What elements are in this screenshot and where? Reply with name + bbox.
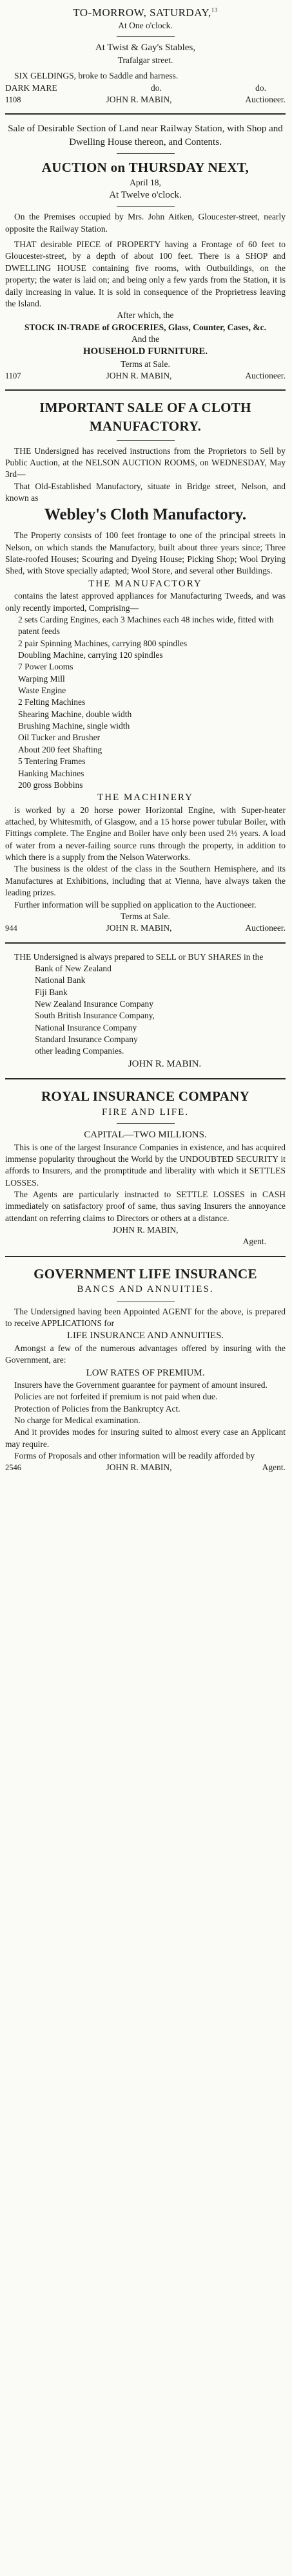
ad-title: GOVERNMENT LIFE INSURANCE xyxy=(34,1265,257,1282)
ad-section-title: THE MACHINERY xyxy=(97,792,193,803)
divider xyxy=(5,1078,286,1079)
list-item: Brushing Machine, single width xyxy=(18,721,130,731)
ad-signature: JOHN R. MABIN, xyxy=(106,1462,172,1473)
list-item: Oil Tucker and Brusher xyxy=(18,733,101,743)
list-item: South British Insurance Company, xyxy=(35,1011,155,1021)
ad-subtitle: FIRE AND LIFE. xyxy=(101,1106,190,1117)
list-item: Bank of New Zealand xyxy=(35,963,112,973)
list-item: Policies are not forfeited if premium is not paid when due. xyxy=(14,1392,218,1402)
list-item: 2 sets Carding Engines, each 3 Machines each 48 inches wide, fitted with patent feeds xyxy=(18,614,274,637)
divider xyxy=(5,1256,286,1257)
list-item: Fiji Bank xyxy=(35,987,68,997)
machinery-list xyxy=(5,614,286,791)
ad-cloth-manufactory xyxy=(5,398,286,934)
ad-amongst: Amongst a few of the numerous advantages offered by insuring with the Government, are: xyxy=(5,1343,286,1365)
divider xyxy=(117,440,175,441)
ad-further: Further information will be supplied on application to the Auctioneer. xyxy=(14,899,257,910)
ad-role: Agent. xyxy=(242,1237,266,1247)
ad-role: Auctioneer. xyxy=(245,371,286,381)
list-item: Waste Engine xyxy=(18,686,66,696)
ad-signature: JOHN R. MABIN, xyxy=(106,371,172,381)
list-item: 200 gross Bobbins xyxy=(18,779,83,790)
ad-machinery-intro: contains the latest approved appliances for Manufacturing Tweeds, and was only recently imported, Comprising— xyxy=(5,591,286,613)
ad-number: 1108 xyxy=(5,95,21,104)
ad-time: At Twelve o'clock. xyxy=(109,189,182,200)
list-item: Standard Insurance Company xyxy=(35,1034,138,1045)
list-item: National Bank xyxy=(35,975,86,985)
ad-intro-2: That Old-Established Manufactory, situate in Bridge street, Nelson, and known as xyxy=(5,481,286,503)
ad-royal-insurance xyxy=(5,1087,286,1248)
ad-signature-row xyxy=(5,922,286,934)
ad-lot: SIX GELDINGS, broke to Saddle and harness. xyxy=(14,71,179,81)
ad-tomorrow-sale xyxy=(5,5,286,106)
list-item: 5 Tentering Frames xyxy=(18,756,86,767)
ad-applications: LIFE INSURANCE AND ANNUITIES. xyxy=(66,1330,224,1341)
ad-signature-row xyxy=(5,370,286,382)
ad-number: 2546 xyxy=(5,1463,21,1473)
list-item: 2 pair Spinning Machines, carrying 800 spindles xyxy=(18,638,188,648)
divider xyxy=(117,1123,175,1124)
ad-capital: CAPITAL—TWO MILLIONS. xyxy=(84,1130,207,1141)
ad-role: Auctioneer. xyxy=(245,94,286,104)
list-item: Warping Mill xyxy=(18,673,65,684)
advantages-list xyxy=(5,1379,286,1450)
ad-body: THAT desirable PIECE of PROPERTY having a Frontage of 60 feet to Gloucester-street, by a depth of about 100 feet. There is a SHOP and DWELLING HOUSE containing five rooms, with Outbuildings, on the property; the water is laid on; and being only a few yards from the Station, it is daily increasing in value. It is sold in consequence of the Proprietress leaving the Island. xyxy=(5,239,286,308)
ad-signature: JOHN R. MABIN, xyxy=(112,1225,179,1235)
ad-venue-street: Trafalgar street. xyxy=(117,55,173,65)
ad-intro: THE Undersigned has received instructions from the Proprietors to Sell by Public Auction, at the NELSON AUCTION ROOMS, on WEDNESDAY, May 3rd— xyxy=(5,445,286,480)
ad-title: IMPORTANT SALE OF A CLOTH MANUFACTORY. xyxy=(39,400,251,434)
ad-rates: LOW RATES OF PREMIUM. xyxy=(86,1367,205,1378)
ad-signature: JOHN R. MABIN. xyxy=(128,1058,202,1069)
divider xyxy=(5,113,286,115)
list-item: Hanking Machines xyxy=(18,768,84,778)
list-item: About 200 feet Shafting xyxy=(18,744,102,754)
ad-role: Auctioneer. xyxy=(245,923,286,933)
ad-and-the: And the xyxy=(131,333,160,344)
list-item: Doubling Machine, carrying 120 spindles xyxy=(18,649,163,660)
list-item: other leading Companies. xyxy=(35,1046,124,1056)
ad-terms: Terms at Sale. xyxy=(121,359,170,369)
ad-furniture: HOUSEHOLD FURNITURE. xyxy=(83,346,208,357)
list-item: Protection of Policies from the Bankruptcy Act. xyxy=(14,1403,180,1414)
list-item: New Zealand Insurance Company xyxy=(35,999,154,1009)
list-item: And it provides modes for insuring suited to almost every case an Applicant may require. xyxy=(5,1427,286,1449)
ad-date: April 18, xyxy=(130,177,161,187)
ad-lot-2: DARK MARE do. do. xyxy=(5,82,266,93)
list-item: 2 Felting Machines xyxy=(18,697,86,707)
ad-role: Agent. xyxy=(262,1462,286,1473)
ad-shares xyxy=(5,951,286,1071)
ad-signature-row xyxy=(5,1462,286,1473)
ad-after: After which, the xyxy=(117,310,174,321)
ad-property: The Property consists of 100 feet frontage to one of the principal streets in Nelson, on which stands the Manufactory, built about three years since; Three Slate-roofed Houses; Scouring and Dyeing House; Picking Shop; Wool Drying Shed, with Stove specially adapted; Wool Store, and several other Buildings. xyxy=(5,530,286,576)
ad-title: Sale of Desirable Section of Land near Railway Station, with Shop and Dwelling House thereon, and Contents. xyxy=(8,124,283,147)
ad-number: 944 xyxy=(5,924,17,933)
ad-subtitle: BANCS AND ANNUITIES. xyxy=(77,1284,214,1295)
divider xyxy=(5,942,286,944)
ad-stock: STOCK IN-TRADE of GROCERIES, Glass, Counter, Cases, &c. xyxy=(24,322,267,332)
ad-forms: Forms of Proposals and other information will be readily afforded by xyxy=(14,1451,255,1461)
ad-title: ROYAL INSURANCE COMPANY xyxy=(41,1088,250,1105)
ad-time: At One o'clock. xyxy=(118,21,173,31)
list-item: National Insurance Company xyxy=(35,1022,137,1032)
ad-land-sale xyxy=(5,122,286,382)
list-item: Shearing Machine, double width xyxy=(18,709,132,719)
ad-signature-row xyxy=(5,94,286,106)
ad-body-2: The Agents are particularly instructed to SETTLE LOSSES in CASH immediately on satisfactory proof of same, thus saving Insurers the annoyance attendant on referring claims to Directors or others at a distance. xyxy=(5,1190,286,1223)
ad-business: The business is the oldest of the class in the Southern Hemisphere, and its Manufactures at Exhibitions, including that at Vienna, have always taken the leading prizes. xyxy=(5,864,286,898)
ad-heading: TO-MORROW, SATURDAY,$^{13}$ xyxy=(73,6,218,19)
ad-heading: AUCTION on THURSDAY NEXT, xyxy=(41,160,249,176)
ad-number: 1107 xyxy=(5,371,21,381)
divider xyxy=(117,206,175,207)
divider xyxy=(117,1301,175,1302)
list-item: No charge for Medical examination. xyxy=(14,1415,141,1426)
ad-signature: JOHN R. MABIN, xyxy=(106,923,172,933)
divider xyxy=(117,153,175,154)
ad-venue: At Twist & Gay's Stables, xyxy=(95,42,196,53)
ad-premises: On the Premises occupied by Mrs. John Aitken, Gloucester-street, nearly opposite the Railway Station. xyxy=(5,212,286,234)
list-item: 7 Power Looms xyxy=(18,662,73,672)
ad-engine: is worked by a 20 horse power Horizontal Engine, with Super-heater attached, by Whitesmith, of Glasgow, and a 15 horse power tubular Boiler, with Fittings complete. The Engine and Boiler have only been used 2½ years. A load of water from a never-failing source runs through the property, in addition to which there is a supply from the Nelson Waterworks. xyxy=(5,805,286,863)
ad-intro: THE Undersigned is always prepared to SELL or BUY SHARES in the xyxy=(14,951,264,962)
list-item: Insurers have the Government guarantee for payment of amount insured. xyxy=(14,1379,268,1390)
divider xyxy=(117,36,175,37)
ad-terms: Terms at Sale. xyxy=(121,911,170,921)
ad-government-life xyxy=(5,1265,286,1474)
divider xyxy=(5,389,286,391)
ad-signature: JOHN R. MABIN, xyxy=(106,94,172,104)
shares-list xyxy=(5,963,286,1058)
ad-section-title: THE MANUFACTORY xyxy=(88,578,202,589)
ad-manufactory-name: Webley's Cloth Manufactory. xyxy=(44,506,247,524)
ad-intro: The Undersigned having been Appointed AGENT for the above, is prepared to receive APPLICATIONS for xyxy=(5,1306,286,1329)
ad-body: This is one of the largest Insurance Companies in existence, and has acquired immense popularity throughout the World by the UNDOUBTED SECURITY it affords to Insurers, and the promptitude and liberality with which it SETTLES LOSSES. xyxy=(5,1142,286,1188)
